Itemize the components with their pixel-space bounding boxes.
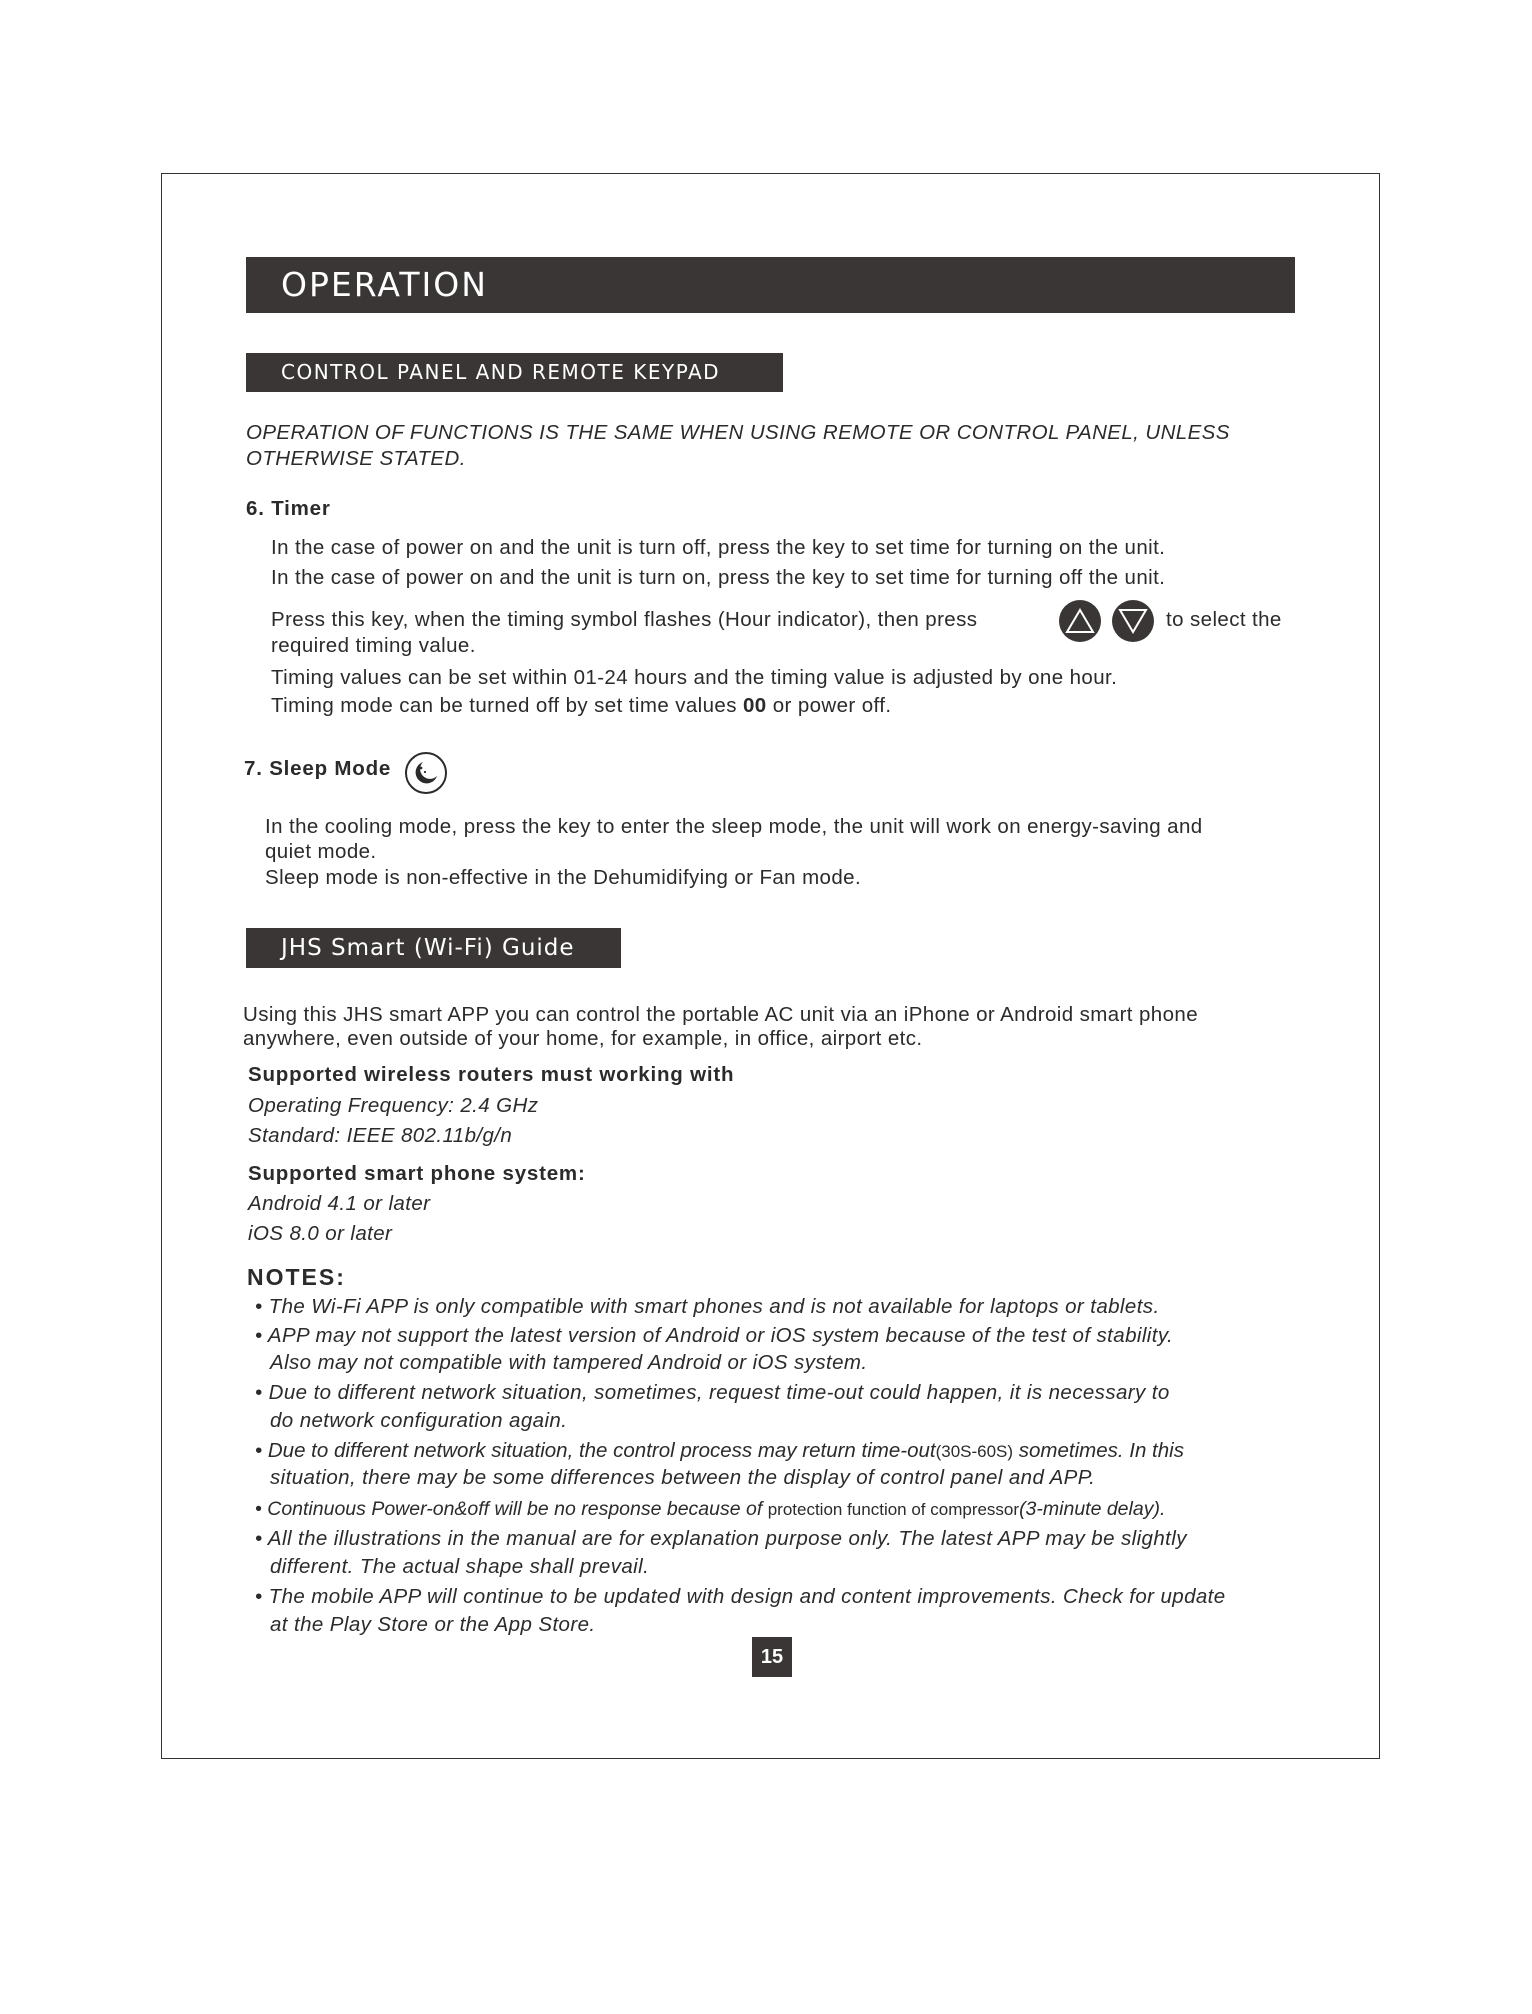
timer-line-6-pre: Timing mode can be turned off by set time values: [271, 694, 743, 717]
timer-line-3-end: to select the: [1166, 608, 1282, 631]
timer-line-6-post: or power off.: [766, 694, 892, 717]
timer-line-4: required timing value.: [271, 634, 476, 657]
intro-line-2: OTHERWISE STATED.: [246, 447, 466, 470]
note-7-line-1: • The mobile APP will continue to be updated with design and content improvements. Check for update: [255, 1585, 1226, 1608]
timer-heading: 6. Timer: [246, 497, 331, 520]
sleep-heading: 7. Sleep Mode: [244, 757, 392, 780]
note-4-timeout-range: (30S-60S): [935, 1442, 1014, 1461]
note-2-line-2: Also may not compatible with tampered Android or iOS system.: [270, 1351, 868, 1374]
note-5-post: (3-minute delay).: [1019, 1498, 1166, 1520]
wifi-intro-line-1: Using this JHS smart APP you can control the portable AC unit via an iPhone or Android smart phone: [243, 1003, 1198, 1026]
sleep-line-2: quiet mode.: [265, 840, 377, 863]
note-2-line-1: • APP may not support the latest version of Android or iOS system because of the test of stability.: [255, 1324, 1174, 1347]
triangle-up-icon: [1059, 600, 1101, 642]
section-title-banner: OPERATION: [246, 257, 1295, 313]
note-4-line-2: situation, there may be some differences between the display of control panel and APP.: [270, 1466, 1096, 1489]
ios-version: iOS 8.0 or later: [248, 1222, 393, 1245]
phone-system-heading: Supported smart phone system:: [248, 1162, 586, 1185]
note-5: [255, 1496, 1165, 1523]
moon-icon: [405, 752, 447, 794]
notes-heading: NOTES:: [247, 1264, 346, 1290]
note-4-pre: • Due to different network situation, the control process may return time-out: [255, 1439, 936, 1462]
wifi-intro-line-2: anywhere, even outside of your home, for example, in office, airport etc.: [243, 1027, 923, 1050]
page-number: 15: [752, 1637, 792, 1677]
standard-line: Standard: IEEE 802.11b/g/n: [248, 1124, 513, 1147]
triangle-down-icon: [1112, 600, 1154, 642]
timer-line-6: [271, 693, 891, 719]
note-3-line-1: • Due to different network situation, sometimes, request time-out could happen, it is necessary to: [255, 1381, 1170, 1404]
note-4-line-1: [255, 1438, 1184, 1465]
routers-heading: Supported wireless routers must working with: [248, 1063, 735, 1086]
note-7-line-2: at the Play Store or the App Store.: [270, 1613, 596, 1636]
timer-line-1: In the case of power on and the unit is turn off, press the key to set time for turning on the unit.: [271, 536, 1166, 559]
intro-line-1: OPERATION OF FUNCTIONS IS THE SAME WHEN USING REMOTE OR CONTROL PANEL, UNLESS: [246, 421, 1230, 444]
note-5-compressor: protection function of compressor: [767, 1500, 1020, 1519]
sleep-line-3: Sleep mode is non-effective in the Dehumidifying or Fan mode.: [265, 866, 862, 889]
note-5-pre: • Continuous Power-on&off will be no response because of: [255, 1498, 768, 1520]
subsection-banner: CONTROL PANEL AND REMOTE KEYPAD: [246, 353, 783, 392]
note-3-line-2: do network configuration again.: [270, 1409, 568, 1432]
frequency-line: Operating Frequency: 2.4 GHz: [248, 1094, 539, 1117]
timer-line-5: Timing values can be set within 01-24 hours and the timing value is adjusted by one hour.: [271, 666, 1118, 689]
android-version: Android 4.1 or later: [248, 1192, 431, 1215]
note-6-line-2: different. The actual shape shall prevail.: [270, 1555, 650, 1578]
timer-line-2: In the case of power on and the unit is turn on, press the key to set time for turning off the unit.: [271, 566, 1166, 589]
note-1: • The Wi-Fi APP is only compatible with smart phones and is not available for laptops or tablets.: [255, 1295, 1160, 1318]
note-6-line-1: • All the illustrations in the manual are for explanation purpose only. The latest APP may be slightly: [255, 1527, 1187, 1550]
wifi-guide-banner: JHS Smart (Wi-Fi) Guide: [246, 928, 621, 968]
note-4-post: sometimes. In this: [1013, 1439, 1184, 1462]
timer-zero-value: 00: [742, 694, 767, 717]
timer-line-3-start: Press this key, when the timing symbol flashes (Hour indicator), then press: [271, 608, 978, 631]
sleep-line-1: In the cooling mode, press the key to enter the sleep mode, the unit will work on energy-saving and: [265, 815, 1203, 838]
